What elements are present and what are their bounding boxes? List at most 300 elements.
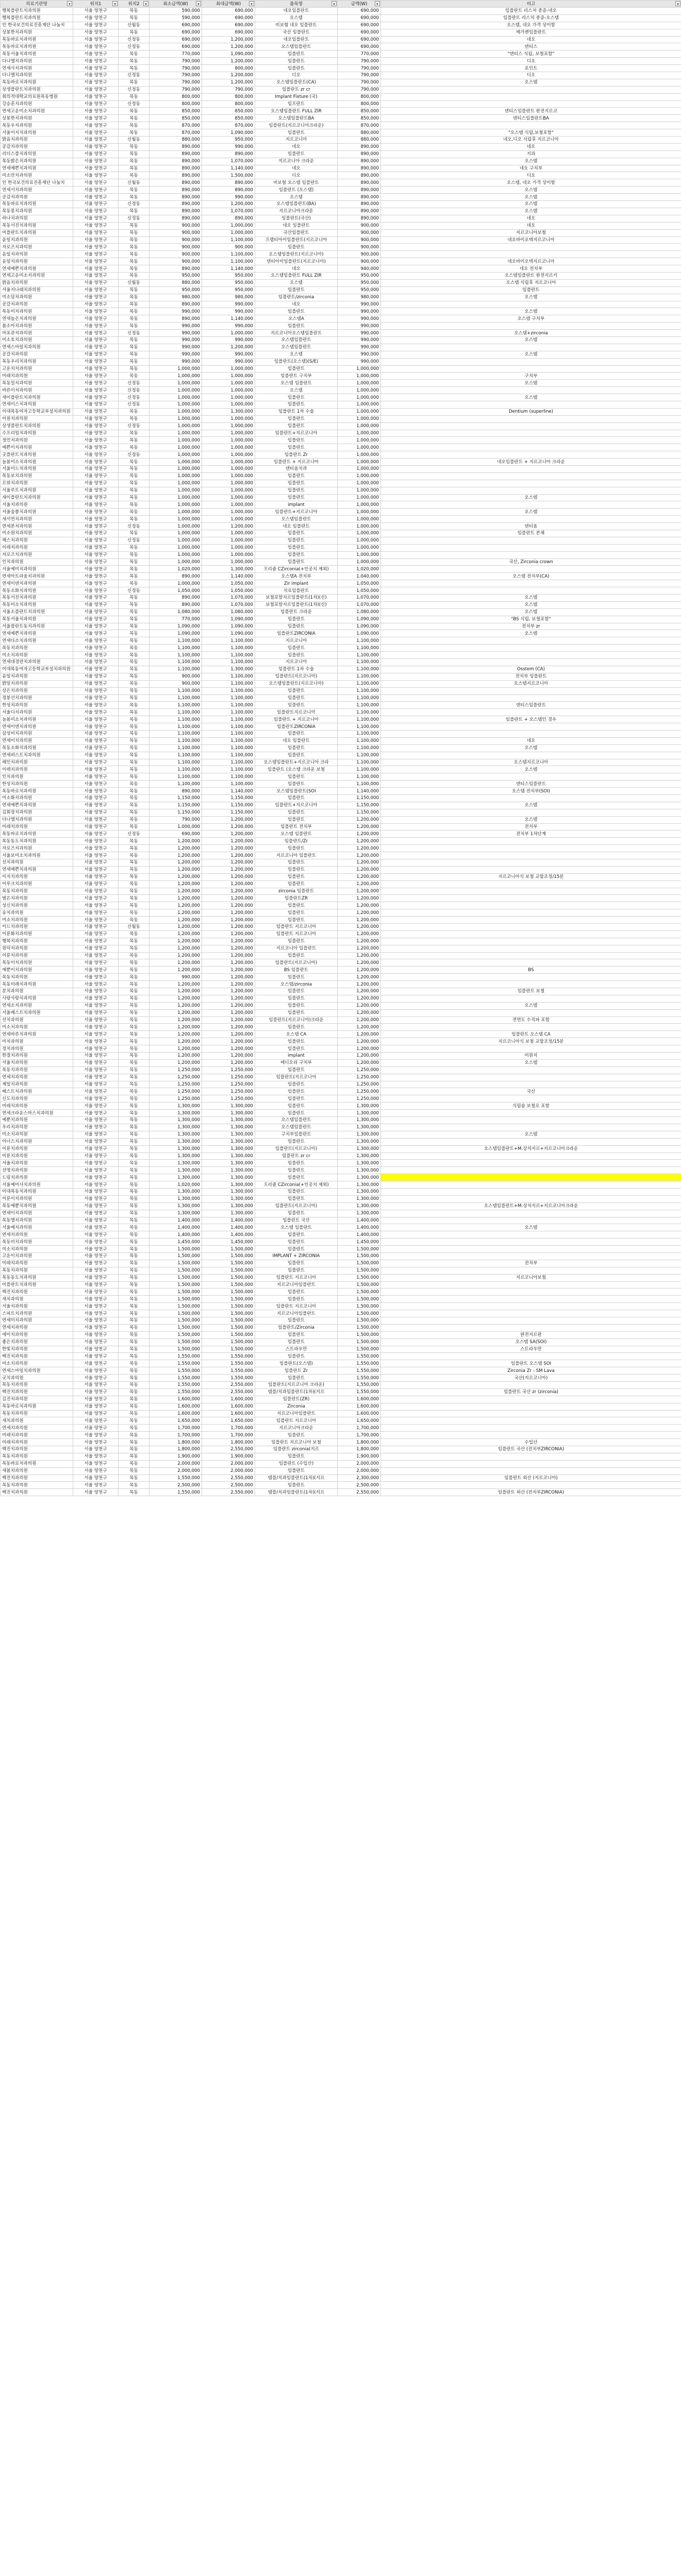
table-row[interactable] xyxy=(1,86,681,93)
cell-location1[interactable]: 서울 양천구 xyxy=(73,659,119,666)
cell-max-price[interactable]: 950,000 xyxy=(202,279,255,286)
cell-note[interactable]: 오스템 xyxy=(381,509,681,516)
table-row[interactable] xyxy=(1,1095,681,1103)
cell-location2[interactable]: 목동 xyxy=(119,129,150,137)
cell-location1[interactable]: 서울 양천구 xyxy=(73,981,119,988)
cell-location2[interactable]: 목동 xyxy=(119,1181,150,1189)
cell-note[interactable]: 식립술 보철로 포함 xyxy=(381,1103,681,1110)
cell-min-price[interactable]: 1,100,000 xyxy=(150,716,202,723)
cell-location1[interactable]: 서울 양천구 xyxy=(73,1446,119,1453)
table-row[interactable] xyxy=(1,165,681,172)
cell-location2[interactable]: 목동 xyxy=(119,566,150,573)
cell-location1[interactable]: 서울 양천구 xyxy=(73,1375,119,1382)
cell-location2[interactable]: 목동 xyxy=(119,1489,150,1496)
cell-location1[interactable]: 서울 양천구 xyxy=(73,809,119,816)
cell-note[interactable]: 오스템 xyxy=(381,380,681,387)
cell-item-name[interactable]: 임플란트 xyxy=(255,558,338,566)
cell-min-price[interactable]: 890,000 xyxy=(150,143,202,150)
cell-note[interactable]: 덴티스임플란트 완전지르코 xyxy=(381,108,681,115)
cell-location1[interactable]: 서울 양천구 xyxy=(73,194,119,201)
cell-location2[interactable]: 목동 xyxy=(119,1110,150,1117)
cell-price[interactable]: 1,000,000 xyxy=(338,451,381,459)
cell-location1[interactable]: 서울 양천구 xyxy=(73,1324,119,1331)
cell-max-price[interactable]: 1,200,000 xyxy=(202,43,255,50)
cell-location2[interactable]: 목동 xyxy=(119,816,150,823)
cell-item-name[interactable]: 임플란트 xyxy=(255,652,338,659)
cell-location2[interactable]: 목동 xyxy=(119,909,150,917)
cell-clinic-name[interactable]: 좋은치과의원 xyxy=(1,1338,73,1346)
cell-location1[interactable]: 서울 양천구 xyxy=(73,909,119,917)
cell-location2[interactable]: 목동 xyxy=(119,1303,150,1310)
cell-price[interactable]: 1,000,000 xyxy=(338,380,381,387)
table-row[interactable] xyxy=(1,494,681,501)
cell-min-price[interactable]: 890,000 xyxy=(150,172,202,179)
cell-note[interactable] xyxy=(381,1188,681,1195)
cell-max-price[interactable]: 1,200,000 xyxy=(202,880,255,888)
table-row[interactable] xyxy=(1,1346,681,1353)
cell-price[interactable]: 1,550,000 xyxy=(338,1375,381,1382)
cell-clinic-name[interactable]: 연세이치과의원 xyxy=(1,1210,73,1217)
cell-note[interactable]: 덴티움 xyxy=(381,523,681,530)
cell-item-name[interactable]: 임플란트 xyxy=(255,1167,338,1174)
cell-max-price[interactable]: 850,000 xyxy=(202,115,255,122)
cell-item-name[interactable]: 임플란트 지르코니아 xyxy=(255,1417,338,1425)
cell-note[interactable]: 오스템 xyxy=(381,294,681,301)
cell-price[interactable]: 1,550,000 xyxy=(338,1367,381,1375)
cell-item-name[interactable]: 임플란트+지르코니아 xyxy=(255,430,338,437)
cell-item-name[interactable]: 지르코니아크라운 xyxy=(255,1425,338,1432)
cell-location1[interactable]: 서울 양천구 xyxy=(73,1074,119,1081)
table-row[interactable] xyxy=(1,566,681,573)
cell-max-price[interactable]: 1,500,000 xyxy=(202,1274,255,1281)
cell-price[interactable]: 1,300,000 xyxy=(338,1131,381,1138)
cell-max-price[interactable]: 1,200,000 xyxy=(202,838,255,845)
cell-clinic-name[interactable]: 공갈치과의원 xyxy=(1,351,73,358)
cell-item-name[interactable]: 메디오라 구치부 xyxy=(255,1059,338,1066)
cell-location1[interactable]: 서울 양천구 xyxy=(73,1482,119,1489)
cell-item-name[interactable]: 임플란트 xyxy=(255,415,338,422)
cell-location1[interactable]: 서울 양천구 xyxy=(73,752,119,759)
cell-clinic-name[interactable]: 연세이스치과의원 xyxy=(1,401,73,408)
cell-min-price[interactable]: 1,200,000 xyxy=(150,930,202,938)
cell-location1[interactable]: 서울 양천구 xyxy=(73,1396,119,1403)
cell-min-price[interactable]: 1,300,000 xyxy=(150,1117,202,1124)
cell-price[interactable]: 1,090,000 xyxy=(338,623,381,630)
cell-min-price[interactable]: 1,250,000 xyxy=(150,1081,202,1088)
table-row[interactable] xyxy=(1,1181,681,1189)
cell-location2[interactable]: 목동 xyxy=(119,1160,150,1167)
cell-price[interactable]: 1,100,000 xyxy=(338,680,381,687)
cell-location1[interactable]: 서울 양천구 xyxy=(73,1016,119,1024)
cell-item-name[interactable]: 지르코니아오스템임플란트 xyxy=(255,330,338,337)
cell-note[interactable] xyxy=(381,952,681,959)
cell-clinic-name[interactable]: 목동치과의원 xyxy=(1,1482,73,1489)
cell-item-name[interactable]: 임플란트(지르코니아크라운) xyxy=(255,122,338,129)
cell-clinic-name[interactable]: 수프리엄치과의원 xyxy=(1,430,73,437)
cell-note[interactable] xyxy=(381,1417,681,1425)
table-row[interactable] xyxy=(1,709,681,716)
cell-note[interactable] xyxy=(381,723,681,731)
cell-note[interactable] xyxy=(381,909,681,917)
cell-location1[interactable]: 서울 양천구 xyxy=(73,1475,119,1482)
cell-location2[interactable]: 목동 xyxy=(119,1009,150,1016)
cell-price[interactable]: 1,550,000 xyxy=(338,1353,381,1360)
cell-min-price[interactable]: 1,100,000 xyxy=(150,737,202,744)
cell-item-name[interactable]: 임플란트 xyxy=(255,365,338,372)
table-row[interactable] xyxy=(1,1138,681,1145)
cell-max-price[interactable]: 1,200,000 xyxy=(202,995,255,1002)
cell-min-price[interactable]: 1,000,000 xyxy=(150,544,202,551)
cell-min-price[interactable]: 1,400,000 xyxy=(150,1231,202,1239)
table-row[interactable] xyxy=(1,909,681,917)
cell-location2[interactable]: 목동 xyxy=(119,1217,150,1224)
table-row[interactable] xyxy=(1,43,681,50)
cell-note[interactable] xyxy=(381,1174,681,1181)
cell-item-name[interactable]: 지르코니아임플란트 xyxy=(255,1281,338,1289)
cell-price[interactable]: 1,100,000 xyxy=(338,652,381,659)
cell-location2[interactable]: 목동 xyxy=(119,945,150,952)
cell-max-price[interactable]: 1,300,000 xyxy=(202,1138,255,1145)
cell-note[interactable] xyxy=(381,709,681,716)
cell-location2[interactable]: 목동 xyxy=(119,1260,150,1267)
cell-note[interactable]: 포인트 xyxy=(381,65,681,72)
cell-note[interactable]: 오스템임플란트+M.상처지르+지르코니아크라운 xyxy=(381,1202,681,1210)
cell-item-name[interactable]: 지르코니아 xyxy=(255,137,338,144)
cell-price[interactable]: 1,000,000 xyxy=(338,430,381,437)
cell-clinic-name[interactable]: 성신치과의원 xyxy=(1,902,73,909)
cell-price[interactable]: 1,200,000 xyxy=(338,1059,381,1066)
table-row[interactable] xyxy=(1,472,681,480)
cell-price[interactable]: 1,200,000 xyxy=(338,938,381,945)
cell-note[interactable] xyxy=(381,86,681,93)
cell-location2[interactable]: 신정동 xyxy=(119,831,150,838)
cell-max-price[interactable]: 1,600,000 xyxy=(202,1403,255,1410)
cell-clinic-name[interactable]: 행복플란트치과의원 xyxy=(1,14,73,22)
cell-note[interactable]: 오스템 xyxy=(381,816,681,823)
table-row[interactable] xyxy=(1,72,681,79)
cell-clinic-name[interactable]: 서울예미치과의원 xyxy=(1,566,73,573)
cell-location1[interactable]: 서울 양천구 xyxy=(73,917,119,924)
cell-item-name[interactable]: 임플란트 xyxy=(255,1081,338,1088)
cell-item-name[interactable]: zirconia 임플란트 xyxy=(255,888,338,895)
cell-item-name[interactable]: 임플란트 xyxy=(255,1188,338,1195)
cell-location2[interactable]: 목동 xyxy=(119,1439,150,1446)
table-row[interactable] xyxy=(1,809,681,816)
cell-item-name[interactable]: 임플란트 xyxy=(255,323,338,330)
cell-item-name[interactable]: 오스템임플란트(CA) xyxy=(255,79,338,86)
cell-max-price[interactable]: 1,200,000 xyxy=(202,909,255,917)
cell-item-name[interactable]: 임플란트 xyxy=(255,1138,338,1145)
cell-location2[interactable]: 목동 xyxy=(119,580,150,587)
cell-location2[interactable]: 목동 xyxy=(119,1446,150,1453)
cell-item-name[interactable]: 임플란트 xyxy=(255,437,338,444)
cell-location2[interactable]: 신월동 xyxy=(119,22,150,29)
cell-clinic-name[interactable]: 고운이치과의원 xyxy=(1,1252,73,1260)
cell-note[interactable]: 오스템 xyxy=(381,595,681,602)
cell-max-price[interactable]: 1,200,000 xyxy=(202,1024,255,1031)
cell-clinic-name[interactable]: 이룬이치과의원 xyxy=(1,1195,73,1202)
cell-note[interactable]: 임플란트 오스템 CA xyxy=(381,1031,681,1038)
cell-price[interactable]: 1,800,000 xyxy=(338,1446,381,1453)
cell-min-price[interactable]: 1,000,000 xyxy=(150,422,202,430)
cell-location1[interactable]: 서울 양천구 xyxy=(73,1066,119,1074)
cell-location2[interactable]: 목동 xyxy=(119,1388,150,1396)
cell-price[interactable]: 1,200,000 xyxy=(338,917,381,924)
cell-price[interactable]: 1,100,000 xyxy=(338,709,381,716)
cell-note[interactable] xyxy=(381,1167,681,1174)
table-row[interactable] xyxy=(1,1074,681,1081)
cell-item-name[interactable]: 임플란트 xyxy=(255,1239,338,1246)
cell-price[interactable]: 1,000,000 xyxy=(338,509,381,516)
cell-location2[interactable]: 목동 xyxy=(119,1167,150,1174)
cell-note[interactable]: 오스템 xyxy=(381,1131,681,1138)
cell-price[interactable]: 900,000 xyxy=(338,236,381,244)
cell-max-price[interactable]: 1,200,000 xyxy=(202,1059,255,1066)
cell-price[interactable]: 1,500,000 xyxy=(338,1246,381,1253)
cell-item-name[interactable]: 스트라우만 xyxy=(255,1346,338,1353)
cell-clinic-name[interactable]: 이대목동여자고등학교부설치과의원 xyxy=(1,666,73,673)
cell-location2[interactable]: 목동 xyxy=(119,408,150,415)
cell-min-price[interactable]: 1,090,000 xyxy=(150,630,202,637)
cell-location2[interactable]: 신정동 xyxy=(119,72,150,79)
cell-location1[interactable]: 서울 양천구 xyxy=(73,1053,119,1060)
table-row[interactable] xyxy=(1,716,681,723)
cell-item-name[interactable]: 덴티아이임플란트(지르코니아) xyxy=(255,258,338,265)
cell-note[interactable] xyxy=(381,945,681,952)
cell-max-price[interactable]: 1,000,000 xyxy=(202,380,255,387)
cell-note[interactable]: 네오 xyxy=(381,36,681,43)
table-row[interactable] xyxy=(1,852,681,859)
table-row[interactable] xyxy=(1,187,681,194)
cell-min-price[interactable]: 990,000 xyxy=(150,330,202,337)
cell-item-name[interactable]: 임플란트ZIRCONIA xyxy=(255,723,338,731)
cell-price[interactable]: 1,500,000 xyxy=(338,1310,381,1317)
cell-note[interactable] xyxy=(381,1353,681,1360)
cell-max-price[interactable]: 1,200,000 xyxy=(202,852,255,859)
cell-location1[interactable]: 서울 양천구 xyxy=(73,272,119,279)
cell-item-name[interactable]: 네오 xyxy=(255,165,338,172)
cell-note[interactable]: 오스템 식립후 지르코니아 xyxy=(381,279,681,286)
cell-max-price[interactable]: 1,100,000 xyxy=(202,723,255,731)
cell-price[interactable]: 1,200,000 xyxy=(338,1016,381,1024)
cell-location1[interactable]: 서울 양천구 xyxy=(73,523,119,530)
cell-location2[interactable]: 목동 xyxy=(119,8,150,15)
cell-location2[interactable]: 신정동 xyxy=(119,422,150,430)
cell-min-price[interactable]: 1,100,000 xyxy=(150,723,202,731)
cell-price[interactable]: 1,600,000 xyxy=(338,1410,381,1417)
cell-min-price[interactable]: 1,100,000 xyxy=(150,645,202,652)
cell-note[interactable]: 디오 xyxy=(381,58,681,65)
cell-min-price[interactable]: 1,080,000 xyxy=(150,608,202,616)
cell-note[interactable]: 지르코니아식 보철 교합조정/15분 xyxy=(381,1038,681,1045)
cell-item-name[interactable]: 임플란트 xyxy=(255,1045,338,1053)
cell-location2[interactable]: 목동 xyxy=(119,194,150,201)
cell-location2[interactable]: 신월동 xyxy=(119,279,150,286)
table-row[interactable] xyxy=(1,880,681,888)
cell-location2[interactable]: 목동 xyxy=(119,1053,150,1060)
cell-min-price[interactable]: 1,500,000 xyxy=(150,1246,202,1253)
table-row[interactable] xyxy=(1,143,681,150)
table-row[interactable] xyxy=(1,201,681,208)
cell-price[interactable]: 2,000,000 xyxy=(338,1467,381,1475)
cell-note[interactable] xyxy=(381,1425,681,1432)
cell-location2[interactable]: 목동 xyxy=(119,637,150,645)
cell-location2[interactable]: 목동 xyxy=(119,315,150,323)
cell-min-price[interactable]: 770,000 xyxy=(150,50,202,58)
cell-location1[interactable]: 서울 양천구 xyxy=(73,43,119,50)
cell-location1[interactable]: 서울 양천구 xyxy=(73,1467,119,1475)
cell-clinic-name[interactable]: 윤일치과의원 xyxy=(1,236,73,244)
cell-clinic-name[interactable]: 미소치과의원 xyxy=(1,1024,73,1031)
cell-max-price[interactable]: 1,200,000 xyxy=(202,816,255,823)
table-row[interactable] xyxy=(1,430,681,437)
cell-min-price[interactable]: 1,100,000 xyxy=(150,744,202,752)
cell-price[interactable]: 1,000,000 xyxy=(338,501,381,509)
cell-clinic-name[interactable]: 목동치과의원 xyxy=(1,1410,73,1417)
cell-clinic-name[interactable]: 한빛치과의원 xyxy=(1,1346,73,1353)
cell-location2[interactable]: 목동 xyxy=(119,143,150,150)
cell-min-price[interactable]: 1,450,000 xyxy=(150,1239,202,1246)
cell-note[interactable]: 오스템 전치부(SOI) xyxy=(381,788,681,795)
cell-note[interactable] xyxy=(381,1045,681,1053)
table-row[interactable] xyxy=(1,1195,681,1202)
cell-item-name[interactable]: 임플란트 + 지르코니아 xyxy=(255,459,338,466)
cell-min-price[interactable]: 590,000 xyxy=(150,8,202,15)
cell-min-price[interactable]: 1,300,000 xyxy=(150,1160,202,1167)
cell-item-name[interactable]: 임플란트 xyxy=(255,544,338,551)
cell-min-price[interactable]: 1,100,000 xyxy=(150,637,202,645)
cell-clinic-name[interactable]: 이지치과의원 xyxy=(1,873,73,880)
cell-min-price[interactable]: 1,000,000 xyxy=(150,516,202,523)
table-row[interactable] xyxy=(1,158,681,165)
cell-location1[interactable]: 서울 양천구 xyxy=(73,1009,119,1016)
cell-location1[interactable]: 서울 양천구 xyxy=(73,723,119,731)
cell-max-price[interactable]: 990,000 xyxy=(202,351,255,358)
filter-dropdown-icon[interactable]: ▾ xyxy=(112,1,118,6)
cell-min-price[interactable]: 1,200,000 xyxy=(150,967,202,974)
cell-max-price[interactable]: 800,000 xyxy=(202,100,255,108)
table-row[interactable] xyxy=(1,1103,681,1110)
cell-note[interactable]: 오스템 xyxy=(381,336,681,344)
cell-note[interactable]: Osstem (CA) xyxy=(381,666,681,673)
cell-location2[interactable]: 목동 xyxy=(119,1081,150,1088)
cell-price[interactable]: 990,000 xyxy=(338,315,381,323)
table-row[interactable] xyxy=(1,895,681,902)
cell-max-price[interactable]: 1,100,000 xyxy=(202,709,255,716)
table-row[interactable] xyxy=(1,645,681,652)
cell-note[interactable]: 네오,디오 식립후 지르코니아 xyxy=(381,137,681,144)
cell-item-name[interactable]: 네오 xyxy=(255,143,338,150)
cell-location1[interactable]: 서울 양천구 xyxy=(73,143,119,150)
cell-max-price[interactable]: 1,500,000 xyxy=(202,1296,255,1303)
cell-min-price[interactable]: 1,550,000 xyxy=(150,1367,202,1375)
cell-location2[interactable]: 목동 xyxy=(119,14,150,22)
cell-max-price[interactable]: 1,000,000 xyxy=(202,480,255,487)
cell-note[interactable] xyxy=(381,466,681,473)
cell-price[interactable]: 1,900,000 xyxy=(338,1453,381,1460)
cell-min-price[interactable]: 790,000 xyxy=(150,65,202,72)
cell-clinic-name[interactable]: 범은치과의원 xyxy=(1,895,73,902)
cell-location2[interactable]: 목동 xyxy=(119,838,150,845)
cell-clinic-name[interactable]: 목동예뿐치과의원 xyxy=(1,1202,73,1210)
cell-location2[interactable]: 목동 xyxy=(119,472,150,480)
cell-price[interactable]: 1,000,000 xyxy=(338,494,381,501)
cell-min-price[interactable]: 1,000,000 xyxy=(150,472,202,480)
cell-clinic-name[interactable]: 미소치과의원 xyxy=(1,1246,73,1253)
cell-item-name[interactable]: 지르코니아임플란트 xyxy=(255,1410,338,1417)
cell-price[interactable]: 1,200,000 xyxy=(338,988,381,995)
cell-location2[interactable]: 목동 xyxy=(119,1246,150,1253)
cell-price[interactable]: 1,100,000 xyxy=(338,744,381,752)
cell-item-name[interactable]: 임플란트 xyxy=(255,1296,338,1303)
cell-price[interactable]: 1,200,000 xyxy=(338,880,381,888)
table-row[interactable] xyxy=(1,451,681,459)
cell-item-name[interactable]: 임플란트 xyxy=(255,1195,338,1202)
cell-item-name[interactable]: 오스템임플란트 xyxy=(255,1124,338,1131)
cell-location2[interactable]: 목동 xyxy=(119,959,150,967)
cell-location1[interactable]: 서울 양천구 xyxy=(73,680,119,687)
cell-note[interactable] xyxy=(381,1024,681,1031)
cell-location2[interactable]: 목동 xyxy=(119,108,150,115)
cell-location2[interactable]: 목동 xyxy=(119,895,150,902)
table-row[interactable] xyxy=(1,587,681,595)
cell-item-name[interactable]: 지르코니아 임플란트 xyxy=(255,852,338,859)
cell-clinic-name[interactable]: 새치과의원 xyxy=(1,1417,73,1425)
cell-location1[interactable]: 서울 양천구 xyxy=(73,215,119,222)
cell-clinic-name[interactable]: 미소호치과의원 xyxy=(1,336,73,344)
cell-price[interactable]: 1,200,000 xyxy=(338,995,381,1002)
cell-price[interactable]: 1,200,000 xyxy=(338,930,381,938)
cell-item-name[interactable]: 지르코니아 크라운 xyxy=(255,158,338,165)
cell-item-name[interactable]: 템플/치과임플란트(1차)(지르 xyxy=(255,1388,338,1396)
cell-price[interactable]: 1,000,000 xyxy=(338,394,381,401)
cell-location2[interactable]: 목동 xyxy=(119,1103,150,1110)
table-row[interactable] xyxy=(1,1317,681,1324)
cell-location1[interactable]: 서울 양천구 xyxy=(73,924,119,931)
cell-item-name[interactable]: 임플란트 xyxy=(255,308,338,315)
cell-clinic-name[interactable]: 미래치과의원 xyxy=(1,372,73,380)
cell-min-price[interactable]: 1,500,000 xyxy=(150,1260,202,1267)
cell-location2[interactable]: 목동 xyxy=(119,1267,150,1274)
cell-item-name[interactable]: 지르코니아임플란트 xyxy=(255,1310,338,1317)
cell-clinic-name[interactable]: 새서연치과의원 xyxy=(1,516,73,523)
cell-min-price[interactable]: 1,100,000 xyxy=(150,652,202,659)
table-row[interactable] xyxy=(1,1117,681,1124)
cell-note[interactable]: 네오바이오텍지르코니아 xyxy=(381,258,681,265)
cell-location1[interactable]: 서울 양천구 xyxy=(73,1181,119,1189)
cell-min-price[interactable]: 1,200,000 xyxy=(150,952,202,959)
cell-price[interactable]: 1,040,000 xyxy=(338,573,381,580)
cell-item-name[interactable]: 보철포함지르임플란트(1차)(신) xyxy=(255,601,338,608)
table-row[interactable] xyxy=(1,93,681,100)
table-row[interactable] xyxy=(1,122,681,129)
cell-clinic-name[interactable]: 새이플란트치과의원 xyxy=(1,394,73,401)
cell-location2[interactable]: 신월동 xyxy=(119,179,150,187)
cell-note[interactable] xyxy=(381,537,681,544)
cell-max-price[interactable]: 1,200,000 xyxy=(202,952,255,959)
cell-item-name[interactable]: 임플란트(지르코니아 xyxy=(255,1074,338,1081)
cell-location1[interactable]: 서울 양천구 xyxy=(73,1310,119,1317)
cell-item-name[interactable]: 임플란트 구치부 xyxy=(255,372,338,380)
cell-note[interactable]: 전치부 1차단계 xyxy=(381,831,681,838)
cell-note[interactable] xyxy=(381,501,681,509)
cell-note[interactable] xyxy=(381,1252,681,1260)
cell-note[interactable] xyxy=(381,244,681,251)
cell-location1[interactable]: 서울 양천구 xyxy=(73,315,119,323)
cell-max-price[interactable]: 1,000,000 xyxy=(202,387,255,394)
cell-item-name[interactable]: 임플란트 1차 수술 xyxy=(255,666,338,673)
cell-note[interactable] xyxy=(381,516,681,523)
